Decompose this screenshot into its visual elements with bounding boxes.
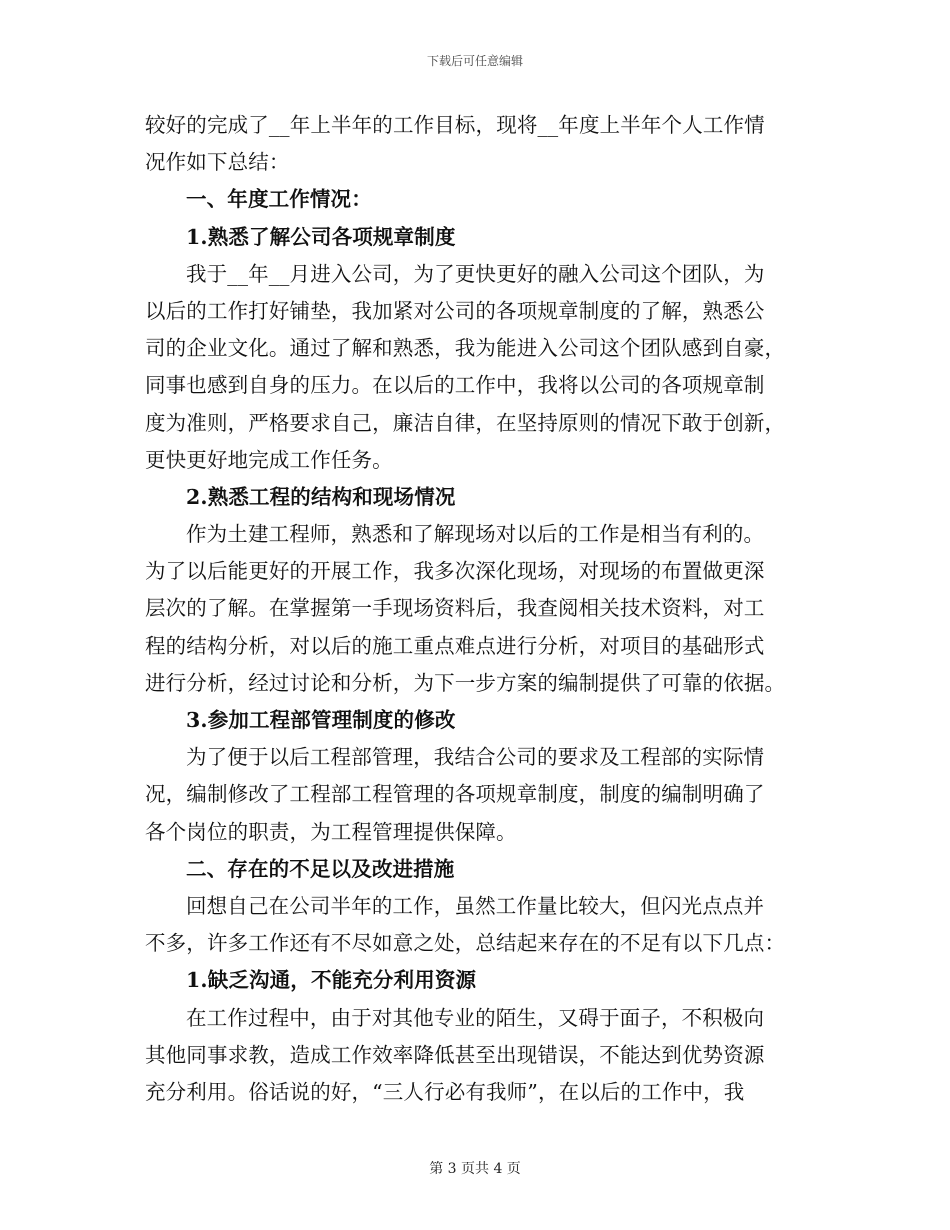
page-footer: 第 3 页共 4 页 xyxy=(429,1161,521,1177)
text-line: 较好的完成了__年上半年的工作目标，现将__年度上半年个人工作情 xyxy=(145,113,765,137)
text-line: 不多，许多工作还有不尽如意之处，总结起来存在的不足有以下几点： xyxy=(145,931,786,956)
text-line: 程的结构分析，对以后的施工重点难点进行分析，对项目的基础形式 xyxy=(145,633,765,658)
text-line: 为了便于以后工程部管理，我结合公司的要求及工程部的实际情 xyxy=(186,745,765,770)
text-line: 我于__年__月进入公司，为了更快更好的融入公司这个团队，为 xyxy=(186,261,765,286)
text-line: 为了以后能更好的开展工作，我多次深化现场，对现场的布置做更深 xyxy=(145,559,765,584)
section-heading: 3.参加工程部管理制度的修改 xyxy=(186,708,456,732)
text-line: 更快更好地完成工作任务。 xyxy=(145,447,393,472)
text-line: 充分利用。俗话说的好，“三人行必有我师”，在以后的工作中，我 xyxy=(145,1079,745,1104)
section-heading: 1.熟悉了解公司各项规章制度 xyxy=(186,224,456,249)
document-body xyxy=(145,107,805,1111)
text-line: 层次的了解。在掌握第一手现场资料后，我查阅相关技术资料，对工 xyxy=(145,596,765,621)
text-line: 况，编制修改了工程部工程管理的各项规章制度，制度的编制明确了 xyxy=(145,782,765,807)
section-heading: 1.缺乏沟通，不能充分利用资源 xyxy=(186,968,477,993)
text-line: 以后的工作打好铺垫，我加紧对公司的各项规章制度的了解，熟悉公 xyxy=(145,298,765,323)
text-line: 作为土建工程师，熟悉和了解现场对以后的工作是相当有利的。 xyxy=(186,522,765,547)
text-line: 回想自己在公司半年的工作，虽然工作量比较大，但闪光点点并 xyxy=(186,893,765,918)
page-header: 下载后可任意编辑 xyxy=(426,54,523,68)
section-heading: 一、年度工作情况： xyxy=(186,187,372,212)
text-line: 其他同事求教，造成工作效率降低甚至出现错误，不能达到优势资源 xyxy=(145,1042,765,1067)
text-line: 同事也感到自身的压力。在以后的工作中，我将以公司的各项规章制 xyxy=(145,373,765,398)
text-line: 司的企业文化。通过了解和熟悉，我为能进入公司这个团队感到自豪， xyxy=(145,336,786,361)
section-heading: 2.熟悉工程的结构和现场情况 xyxy=(186,484,456,509)
section-heading: 二、存在的不足以及改进措施 xyxy=(186,856,455,881)
text-line: 在工作过程中，由于对其他专业的陌生，又碍于面子，不积极向 xyxy=(186,1005,765,1030)
text-line: 进行分析，经过讨论和分析，为下一步方案的编制提供了可靠的依据。 xyxy=(145,670,786,695)
text-line: 况作如下总结： xyxy=(145,150,290,175)
text-line: 各个岗位的职责，为工程管理提供保障。 xyxy=(145,819,517,844)
text-line: 度为准则，严格要求自己，廉洁自律，在坚持原则的情况下敢于创新， xyxy=(145,410,786,435)
